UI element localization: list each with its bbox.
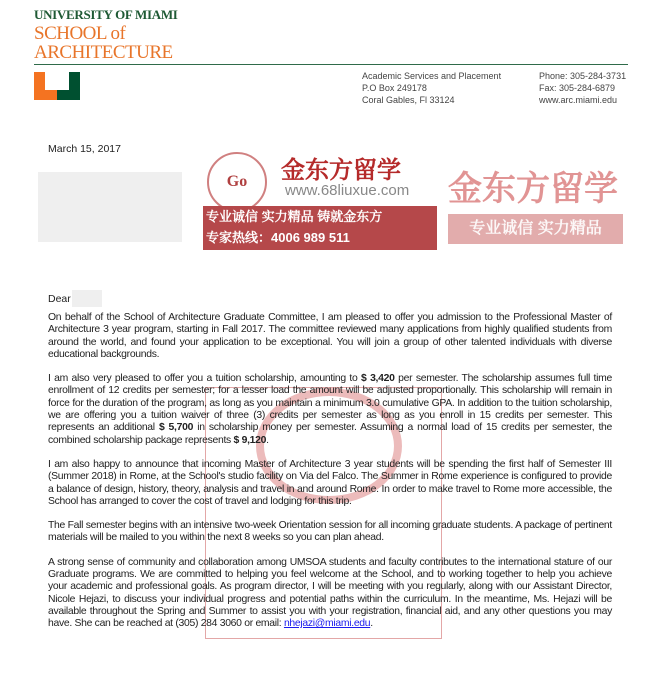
- u-logo-icon: [34, 72, 80, 100]
- email-link[interactable]: nhejazi@miami.edu: [283, 618, 371, 630]
- school-line-2: ARCHITECTURE: [34, 42, 173, 63]
- letter-body: [48, 312, 612, 643]
- watermark-hotline: 专家热线：4006 989 511: [206, 230, 350, 245]
- address-line: Academic Services and Placement: [362, 71, 502, 81]
- paragraph-rome: I am also happy to announce that incoming Master of Architecture 3 year students will be spending the first half of Semester III (Summer 2018) in Rome, at the School's studio facility on Via del Falco. The Summer in Rome experience is configured to provide a balance of design, history, theory, analysis and travel in and around Rome. In order to make travel to Rome more accessible, the School has arranged to cover the cost of travel and lodging for this trip.: [48, 458, 612, 507]
- watermark-slogan: 专业诚信 实力精品 铸就金东方: [206, 209, 383, 224]
- watermark-url: www.68liuxue.com: [285, 182, 410, 199]
- waiver-amount: $ 5,700: [158, 422, 194, 434]
- university-name: UNIVERSITY OF MIAMI: [34, 7, 178, 22]
- header-divider: [34, 64, 628, 65]
- address-line: Coral Gables, Fl 33124: [362, 95, 455, 105]
- fax: Fax: 305-284-6879: [539, 83, 616, 93]
- phone: Phone: 305-284-3731: [539, 71, 627, 81]
- scholarship-amount: $ 3,420: [361, 373, 395, 385]
- school-name: [34, 24, 173, 62]
- paragraph-admission: On behalf of the School of Architecture Graduate Committee, I am pleased to offer you admission to the Professional Master of Architecture 3 year program, starting in Fall 2017. The committee reviewed many applications from highly qualified students from around the world, and found your application to be exceptional. You will join a group of other talented individuals with diverse educational backgrounds.: [48, 312, 612, 360]
- paragraph-community: A strong sense of community and collaboration among UMSOA students and faculty contributes to the international stature of our Graduate programs. We are committed to helping you feel welcome at the School, and to working together to help you achieve your academic and professional goals. As program director, I will be meeting with you regularly, along with our Assistant Director, Nicole Hejazi, to discuss your individual progress and potential paths within the curriculum. In the meantime, Ms. Hejazi will be available throughout the Spring and Summer to assist you with your registration, financial aid, and any other questions you may have. She can be reached at (305) 284 3060 or email: nhejazi@miami.edu.: [48, 556, 612, 630]
- letter-date: March 15, 2017: [48, 143, 121, 155]
- watermark-overlay-name: 金东方留学: [448, 170, 618, 208]
- total-amount: $ 9,120: [233, 434, 267, 446]
- seal-logo-icon: Go: [207, 152, 267, 212]
- watermark-name: 金东方留学: [281, 157, 401, 184]
- redacted-recipient-name: [72, 290, 102, 307]
- school-line-1: SCHOOL of: [34, 23, 126, 44]
- address-line: P.O Box 249178: [362, 83, 427, 93]
- website-link[interactable]: www.arc.miami.edu: [539, 95, 618, 105]
- paragraph-orientation: The Fall semester begins with an intensive two-week Orientation session for all incoming graduate students. A package of pertinent materials will be mailed to you within the next 8 weeks so you can plan ahead.: [48, 520, 612, 544]
- salutation: Dear: [48, 293, 71, 305]
- address-block: [362, 70, 501, 106]
- paragraph-scholarship: I am also very pleased to offer you a tuition scholarship, amounting to $ 3,420 per semester. The scholarship assumes full time enrollment of 12 credits per semester; for a lesser load the amount will be adjusted proportionally. This scholarship will remain in force for the duration of the program, as long as you maintain a minimum 3.0 cumulative GPA. In addition to the tuition scholarship, we are offering you a tuition waiver of three (3) credits per semester as long as you enroll in 15 credits per semester. This represents an additional $ 5,700 in scholarship money per semester. Assuming a normal load of 15 credits per semester, the combined scholarship package represents $ 9,120.: [48, 373, 612, 446]
- contact-block: [539, 70, 626, 106]
- redacted-recipient-address: [38, 172, 182, 242]
- watermark-band: [203, 206, 437, 250]
- watermark-overlay-slogan: 专业诚信 实力精品: [448, 214, 623, 244]
- watermark-banner: [203, 148, 437, 248]
